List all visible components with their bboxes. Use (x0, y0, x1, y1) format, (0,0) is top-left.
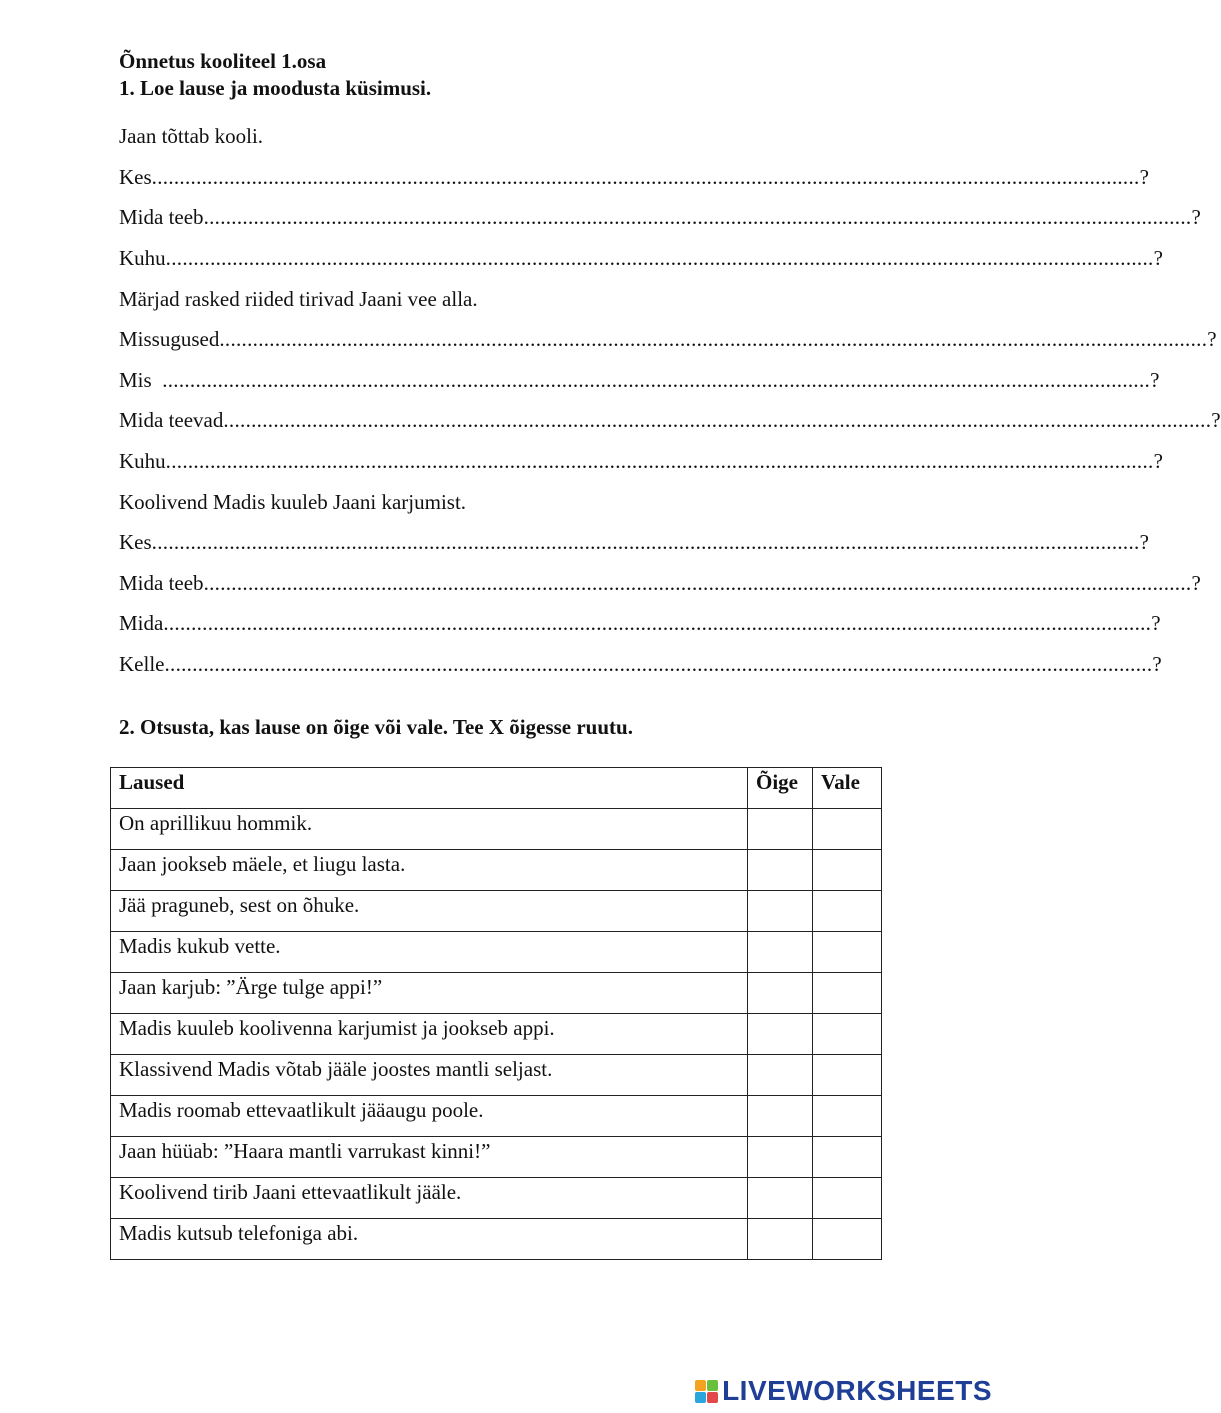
liveworksheets-logo[interactable] (695, 1375, 992, 1407)
table-row (111, 932, 882, 973)
question-mark: ? (1150, 368, 1160, 392)
column-header-sentences: Laused (111, 768, 748, 809)
table-row (111, 1178, 882, 1219)
question-mark: ? (1211, 408, 1221, 432)
answer-blank[interactable]: .................................................................................................................................................................................. (151, 530, 1140, 554)
question-line[interactable] (119, 325, 1217, 353)
question-prompt: Kuhu (119, 449, 166, 473)
question-prompt: Mida (119, 611, 164, 635)
true-checkbox-cell[interactable] (748, 809, 813, 850)
row-sentence: Madis roomab ettevaatlikult jääaugu poole. (111, 1096, 748, 1137)
question-mark: ? (1139, 530, 1149, 554)
sentence-2: Märjad rasked riided tirivad Jaani vee alla. (119, 287, 478, 311)
answer-blank[interactable]: .................................................................................................................................................................................. (165, 449, 1154, 473)
row-sentence: Klassivend Madis võtab jääle joostes mantli seljast. (111, 1055, 748, 1096)
question-mark: ? (1139, 165, 1149, 189)
question-prompt: Kes (119, 530, 152, 554)
false-checkbox-cell[interactable] (813, 1055, 882, 1096)
false-checkbox-cell[interactable] (813, 973, 882, 1014)
question-line[interactable] (119, 447, 1163, 475)
logo-square (707, 1392, 718, 1403)
question-mark: ? (1153, 449, 1163, 473)
row-sentence: Jaan jookseb mäele, et liugu lasta. (111, 850, 748, 891)
page-title: Õnnetus kooliteel 1.osa (119, 49, 327, 73)
column-header-false: Vale (813, 768, 882, 809)
logo-square (707, 1380, 718, 1391)
false-checkbox-cell[interactable] (813, 850, 882, 891)
row-sentence: Madis kutsub telefoniga abi. (111, 1219, 748, 1260)
true-checkbox-cell[interactable] (748, 891, 813, 932)
answer-blank[interactable]: .................................................................................................................................................................................. (203, 205, 1192, 229)
true-checkbox-cell[interactable] (748, 932, 813, 973)
true-checkbox-cell[interactable] (748, 850, 813, 891)
logo-square (695, 1392, 706, 1403)
question-mark: ? (1153, 246, 1163, 270)
answer-blank[interactable]: .................................................................................................................................................................................. (151, 165, 1140, 189)
question-mark: ? (1191, 571, 1201, 595)
question-line[interactable] (119, 366, 1160, 394)
row-sentence: Jää praguneb, sest on õhuke. (111, 891, 748, 932)
worksheet-title (119, 48, 431, 102)
question-mark: ? (1151, 611, 1161, 635)
table-header-row (111, 768, 882, 809)
false-checkbox-cell[interactable] (813, 932, 882, 973)
liveworksheets-wordmark: LIVEWORKSHEETS (722, 1375, 992, 1406)
true-checkbox-cell[interactable] (748, 1178, 813, 1219)
question-line[interactable] (119, 569, 1201, 597)
row-sentence: Jaan hüüab: ”Haara mantli varrukast kinni!” (111, 1137, 748, 1178)
answer-blank[interactable]: .................................................................................................................................................................................. (163, 611, 1152, 635)
row-sentence: On aprillikuu hommik. (111, 809, 748, 850)
table-row (111, 891, 882, 932)
question-prompt: Mida teevad (119, 408, 224, 432)
logo-square (695, 1380, 706, 1391)
sentence-3: Koolivend Madis kuuleb Jaani karjumist. (119, 490, 467, 514)
question-line[interactable] (119, 203, 1201, 231)
answer-blank[interactable]: .................................................................................................................................................................................. (203, 571, 1192, 595)
question-prompt: Kelle (119, 652, 165, 676)
question-prompt: Kuhu (119, 246, 166, 270)
false-checkbox-cell[interactable] (813, 1178, 882, 1219)
false-checkbox-cell[interactable] (813, 1014, 882, 1055)
question-prompt: Kes (119, 165, 152, 189)
table-row (111, 973, 882, 1014)
question-prompt: Mida teeb (119, 571, 204, 595)
true-checkbox-cell[interactable] (748, 1219, 813, 1260)
question-line[interactable] (119, 163, 1149, 191)
question-line[interactable] (119, 650, 1162, 678)
answer-blank[interactable]: .................................................................................................................................................................................. (162, 368, 1151, 392)
true-false-table (110, 767, 882, 1260)
answer-blank[interactable]: .................................................................................................................................................................................. (164, 652, 1153, 676)
answer-blank[interactable]: .................................................................................................................................................................................. (223, 408, 1212, 432)
question-line[interactable] (119, 406, 1221, 434)
table-row (111, 1014, 882, 1055)
false-checkbox-cell[interactable] (813, 891, 882, 932)
table-row (111, 1055, 882, 1096)
question-line[interactable] (119, 528, 1149, 556)
false-checkbox-cell[interactable] (813, 1137, 882, 1178)
question-mark: ? (1207, 327, 1217, 351)
true-checkbox-cell[interactable] (748, 1137, 813, 1178)
row-sentence: Madis kukub vette. (111, 932, 748, 973)
row-sentence: Koolivend tirib Jaani ettevaatlikult jääle. (111, 1178, 748, 1219)
true-checkbox-cell[interactable] (748, 1014, 813, 1055)
answer-blank[interactable]: .................................................................................................................................................................................. (165, 246, 1154, 270)
question-mark: ? (1191, 205, 1201, 229)
question-prompt: Mida teeb (119, 205, 204, 229)
true-checkbox-cell[interactable] (748, 1096, 813, 1137)
row-sentence: Madis kuuleb koolivenna karjumist ja jookseb appi. (111, 1014, 748, 1055)
table-row (111, 1096, 882, 1137)
false-checkbox-cell[interactable] (813, 1219, 882, 1260)
question-mark: ? (1152, 652, 1162, 676)
table-row (111, 809, 882, 850)
false-checkbox-cell[interactable] (813, 1096, 882, 1137)
sentence-1: Jaan tõttab kooli. (119, 124, 264, 148)
question-prompt: Mis (119, 368, 163, 392)
row-sentence: Jaan karjub: ”Ärge tulge appi!” (111, 973, 748, 1014)
true-checkbox-cell[interactable] (748, 973, 813, 1014)
question-line[interactable] (119, 244, 1163, 272)
section2-heading: 2. Otsusta, kas lause on õige või vale. Tee X õigesse ruutu. (119, 715, 633, 739)
question-prompt: Missugused (119, 327, 220, 351)
answer-blank[interactable]: .................................................................................................................................................................................. (219, 327, 1208, 351)
table-row (111, 1219, 882, 1260)
table-row (111, 850, 882, 891)
true-checkbox-cell[interactable] (748, 1055, 813, 1096)
column-header-true: Õige (748, 768, 813, 809)
false-checkbox-cell[interactable] (813, 809, 882, 850)
liveworksheets-mark-icon (695, 1380, 718, 1403)
table-row (111, 1137, 882, 1178)
question-line[interactable] (119, 609, 1161, 637)
section1-heading: 1. Loe lause ja moodusta küsimusi. (119, 76, 432, 100)
